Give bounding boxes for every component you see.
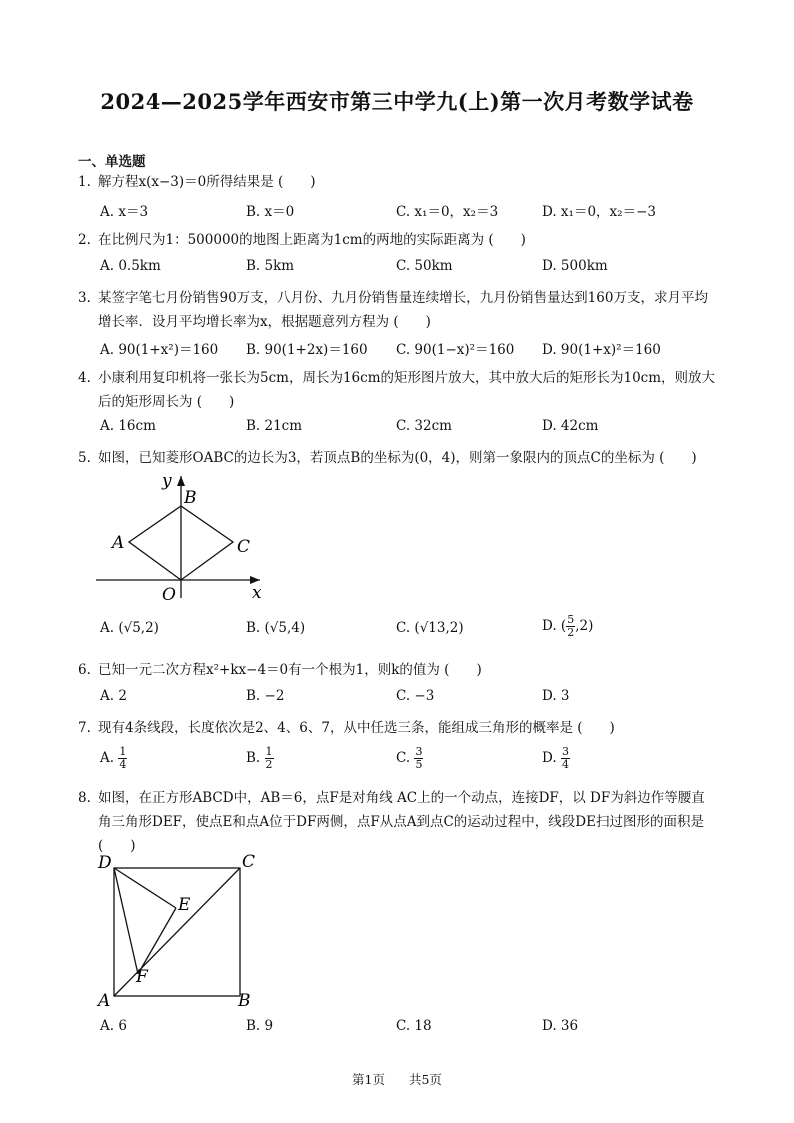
fraction <box>414 746 423 771</box>
numerator: 3 <box>415 745 423 758</box>
question-text: 现有4条线段，长度依次是2、4、6、7，从中任选三条，能组成三角形的概率是 ( ) <box>98 720 615 736</box>
denominator: 2 <box>567 626 575 639</box>
fraction <box>265 746 274 771</box>
label-c: C <box>242 852 256 872</box>
fraction <box>566 614 575 639</box>
option-a[interactable]: A. 2 <box>100 688 127 704</box>
page-number: 第1页 <box>352 1072 385 1087</box>
question-number: 2. <box>78 232 91 248</box>
option-c[interactable]: C. 90(1−x)²＝160 <box>396 342 515 358</box>
question-text: 在比例尺为1：500000的地图上距离为1cm的两地的实际距离为 ( ) <box>98 232 526 248</box>
denominator: 4 <box>561 758 569 771</box>
section-heading: 一、单选题 <box>78 154 146 170</box>
option-b[interactable]: B. −2 <box>246 688 285 704</box>
segment-de <box>114 868 176 908</box>
option-d[interactable] <box>542 746 570 771</box>
option-c[interactable]: C. 50km <box>396 258 453 274</box>
option-a[interactable]: A. x＝3 <box>100 204 149 220</box>
segment-ef <box>138 908 176 974</box>
question-text: 如图，已知菱形OABC的边长为3，若顶点B的坐标为(0，4)，则第一象限内的顶点C的坐标为 ( ) <box>98 450 697 466</box>
question-5 <box>78 446 718 470</box>
option-d[interactable]: D. 36 <box>542 1018 579 1034</box>
option-b[interactable]: B. 21cm <box>246 418 303 434</box>
question-text: 已知一元二次方程x²+kx−4＝0有一个根为1，则k的值为 ( ) <box>98 662 482 678</box>
question-2 <box>78 228 718 252</box>
label-y: y <box>162 471 172 491</box>
segment-df <box>114 868 138 974</box>
label-a: A <box>98 991 111 1010</box>
question-number: 6. <box>78 662 91 678</box>
option-d[interactable]: D. 3 <box>542 688 570 704</box>
label-x: x <box>252 583 262 603</box>
label-b: B <box>238 991 251 1010</box>
option-letter: D. <box>542 618 557 634</box>
option-a[interactable]: A. 90(1+x²)＝160 <box>100 342 219 358</box>
option-c[interactable]: C. 18 <box>396 1018 432 1034</box>
option-d[interactable]: D. 42cm <box>542 418 599 434</box>
option-letter: C. <box>396 750 411 766</box>
option-a[interactable]: A. (√5,2) <box>100 620 159 636</box>
question-text: 小康利用复印机将一张长为5cm，周长为16cm的矩形图片放大，其中放大后的矩形长为10cm，则放大后的矩形周长为 ( ) <box>98 370 716 410</box>
option-a[interactable] <box>100 746 127 771</box>
denominator: 2 <box>265 758 273 771</box>
option-d[interactable]: D. 90(1+x)²＝160 <box>542 342 661 358</box>
option-d[interactable]: D. ( $\frac{5}{2}$ ,2) <box>542 613 594 639</box>
question-number: 3. <box>78 290 91 306</box>
option-c[interactable]: C. (√13,2) <box>396 620 464 636</box>
y-axis-arrow <box>177 476 185 486</box>
option-c[interactable] <box>396 746 423 771</box>
page-footer <box>0 1070 794 1088</box>
fraction <box>561 746 570 771</box>
numerator: 5 <box>567 613 575 626</box>
numerator: 3 <box>561 745 569 758</box>
question-1 <box>78 170 718 194</box>
option-b[interactable]: B. (√5,4) <box>246 620 306 636</box>
option-c[interactable]: C. −3 <box>396 688 435 704</box>
question-text: 解方程x(x−3)＝0所得结果是 ( ) <box>98 174 316 190</box>
rhombus-figure <box>92 470 272 605</box>
option-b[interactable]: B. 9 <box>246 1018 274 1034</box>
label-b: B <box>184 488 197 508</box>
question-text: 某签字笔七月份销售90万支，八月份、九月份销售量连续增长，九月份销售量达到160万支，求月平均增长率．设月平均增长率为x，根据题意列方程为 ( ) <box>98 290 708 330</box>
label-e: E <box>178 895 191 915</box>
numerator: 1 <box>119 745 127 758</box>
option-b[interactable]: B. 90(1+2x)＝160 <box>246 342 368 358</box>
question-number: 8. <box>78 790 91 806</box>
page-total: 共5页 <box>408 1072 442 1087</box>
question-number: 4. <box>78 370 91 386</box>
question-3 <box>78 286 718 334</box>
option-tail: ,2) <box>575 618 594 634</box>
question-4 <box>78 366 718 414</box>
option-b[interactable] <box>246 746 274 771</box>
denominator: 5 <box>415 758 423 771</box>
option-b[interactable]: B. x＝0 <box>246 204 295 220</box>
numerator: 1 <box>265 745 273 758</box>
label-a: A <box>112 533 125 553</box>
option-letter: B. <box>246 750 261 766</box>
label-c: C <box>237 537 251 557</box>
option-a[interactable]: A. 0.5km <box>100 258 161 274</box>
option-c[interactable]: C. x₁＝0，x₂＝3 <box>396 204 499 220</box>
question-number: 1. <box>78 174 91 190</box>
label-d: D <box>98 853 112 873</box>
question-6 <box>78 658 718 682</box>
question-7 <box>78 716 718 740</box>
fraction <box>118 746 127 771</box>
option-c[interactable]: C. 32cm <box>396 418 452 434</box>
label-f: F <box>136 967 148 987</box>
option-d[interactable]: D. x₁＝0，x₂＝−3 <box>542 204 656 220</box>
option-d[interactable]: D. 500km <box>542 258 608 274</box>
question-8 <box>78 786 718 858</box>
question-number: 5. <box>78 450 91 466</box>
question-number: 7. <box>78 720 91 736</box>
option-letter: D. <box>542 750 557 766</box>
option-a[interactable]: A. 6 <box>100 1018 127 1034</box>
page-title: 2024—2025学年西安市第三中学九(上)第一次月考数学试卷 <box>100 89 694 114</box>
option-b[interactable]: B. 5km <box>246 258 295 274</box>
option-letter: A. <box>100 750 115 766</box>
square-figure <box>92 850 267 1010</box>
label-o: O <box>162 585 176 605</box>
option-a[interactable]: A. 16cm <box>100 418 156 434</box>
diagonal-ac <box>114 868 240 996</box>
denominator: 4 <box>119 758 127 771</box>
question-text: 如图，在正方形ABCD中，AB＝6，点F是对角线 AC上的一个动点，连接DF，以 DF为斜边作等腰直角三角形DEF，使点E和点A位于DF两侧，点F从点A到点C的运动过程中，线段DE扫过图形的面积是 ( ) <box>98 790 705 854</box>
